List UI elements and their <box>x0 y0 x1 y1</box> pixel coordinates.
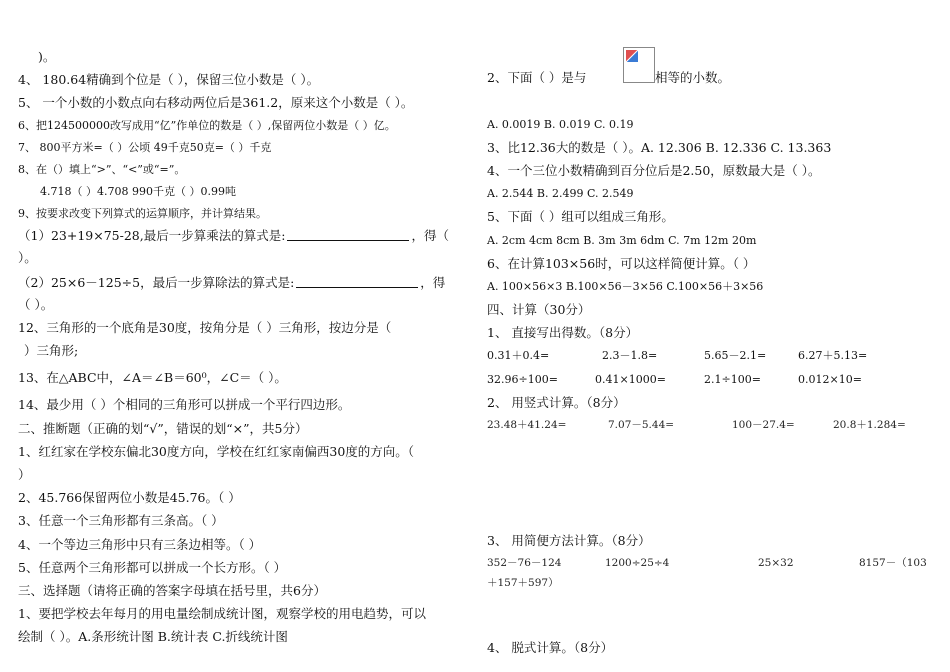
choice-6-options: A. 100×56×3 B.100×56－3×56 C.100×56＋3×56 <box>487 280 764 293</box>
choice-5-options: A. 2cm 4cm 8cm B. 3m 3m 6dm C. 7m 12m 20m <box>487 234 757 247</box>
mental-calc: 32.96÷100= <box>487 373 558 386</box>
judge-2: 2、45.766保留两位小数是45.76。（ ） <box>18 490 241 505</box>
choice-6: 6、在计算103×56时，可以这样简便计算。（ ） <box>487 256 756 271</box>
vertical-calc: 100－27.4= <box>732 419 795 431</box>
question-9-2 <box>18 276 445 290</box>
judge-4: 4、一个等边三角形中只有三条边相等。（ ） <box>18 537 262 552</box>
question-13: 13、在△ABC中，∠A＝∠B＝60⁰，∠C＝（ ）。 <box>18 370 287 385</box>
question-9-1-tail: ，得（ <box>411 228 449 243</box>
mental-calc: 0.41×1000= <box>595 373 666 386</box>
choice-3: 3、比12.36大的数是（ ）。A. 12.306 B. 12.336 C. 13.363 <box>487 140 832 155</box>
question-5: 5、 一个小数的小数点向右移动两位后是361.2，原来这个小数是（ ）。 <box>18 95 414 110</box>
calc-2-title: 2、 用竖式计算。（8分） <box>487 395 626 410</box>
question-line: ）三角形; <box>24 343 79 358</box>
mental-calc: 2.1÷100= <box>704 373 761 386</box>
mental-calc: 2.3－1.8= <box>602 349 658 362</box>
question-line: ）。 <box>18 250 37 265</box>
fraction-image <box>623 47 655 83</box>
choice-4: 4、一个三位小数精确到百分位后是2.50，原数最大是（ ）。 <box>487 163 821 178</box>
section-3-title: 三、选择题（请将正确的答案字母填在括号里，共6分） <box>18 583 326 598</box>
simple-calc: 352－76－124 <box>487 557 562 569</box>
judge-1: 1、红红家在学校东偏北30度方向，学校在红红家南偏西30度的方向。（ <box>18 444 415 459</box>
choice-2-right: 相等的小数。 <box>655 70 731 85</box>
question-9-2-text: （2）25×6－125÷5，最后一步算除法的算式是: <box>18 275 295 290</box>
question-9: 9、按要求改变下列算式的运算顺序，并计算结果。 <box>18 207 267 220</box>
answer-blank[interactable] <box>287 229 409 241</box>
calc-4-title: 4、 脱式计算。（8分） <box>487 640 614 655</box>
question-line: )。 <box>38 49 56 64</box>
choice-5: 5、下面（ ）组可以组成三角形。 <box>487 209 674 224</box>
choice-1-options: 绘制（ ）。A.条形统计图 B.统计表 C.折线统计图 <box>18 629 288 644</box>
question-9-2-tail: ，得 <box>420 275 446 290</box>
answer-blank[interactable] <box>296 276 418 288</box>
question-9-1-text: （1）23+19×75-28,最后一步算乘法的算式是: <box>18 228 286 243</box>
question-9-1 <box>18 229 449 243</box>
choice-2-left: 2、下面（ ）是与 <box>487 70 587 85</box>
judge-5: 5、任意两个三角形都可以拼成一个长方形。（ ） <box>18 560 287 575</box>
simple-calc: 1200÷25÷4 <box>605 557 670 569</box>
simple-calc: 8157－（103 <box>859 557 927 569</box>
simple-calc: ＋157＋597） <box>487 577 559 589</box>
mental-calc: 0.012×10= <box>798 373 862 386</box>
question-4: 4、 180.64精确到个位是（ ），保留三位小数是（ ）。 <box>18 72 320 87</box>
mental-calc: 0.31＋0.4= <box>487 349 550 362</box>
question-line: （ ）。 <box>18 297 54 312</box>
question-8-items: 4.718（ ）4.708 990千克（ ）0.99吨 <box>40 185 236 198</box>
choice-4-options: A. 2.544 B. 2.499 C. 2.549 <box>487 187 634 200</box>
judge-3: 3、任意一个三角形都有三条高。（ ） <box>18 513 224 528</box>
choice-2-options: A. 0.0019 B. 0.019 C. 0.19 <box>487 118 634 131</box>
section-4-title: 四、计算（30分） <box>487 302 591 317</box>
question-12: 12、三角形的一个底角是30度，按角分是（ ）三角形，按边分是（ <box>18 320 392 335</box>
mental-calc: 5.65－2.1= <box>704 349 767 362</box>
simple-calc: 25×32 <box>758 557 794 569</box>
question-14: 14、最少用（ ）个相同的三角形可以拼成一个平行四边形。 <box>18 397 351 412</box>
vertical-calc: 7.07－5.44= <box>608 419 675 431</box>
mental-calc: 6.27＋5.13= <box>798 349 868 362</box>
question-8: 8、在（）填上“>”、“<”或“=”。 <box>18 163 186 176</box>
choice-1: 1、要把学校去年每月的用电量绘制成统计图，观察学校的用电趋势，可以 <box>18 606 426 621</box>
vertical-calc: 20.8＋1.284= <box>833 419 906 431</box>
calc-3-title: 3、 用简便方法计算。（8分） <box>487 533 651 548</box>
vertical-calc: 23.48＋41.24= <box>487 419 567 431</box>
section-2-title: 二、推断题（正确的划“√”，错误的划“×”，共5分） <box>18 421 308 436</box>
question-line: ） <box>18 467 31 482</box>
calc-1-title: 1、 直接写出得数。（8分） <box>487 325 639 340</box>
question-7: 7、 800平方米=（ ）公顷 49千克50克=（ ）千克 <box>18 141 272 154</box>
question-6: 6、把124500000改写成用“亿”作单位的数是（ ）,保留两位小数是（ ）亿。 <box>18 119 396 132</box>
